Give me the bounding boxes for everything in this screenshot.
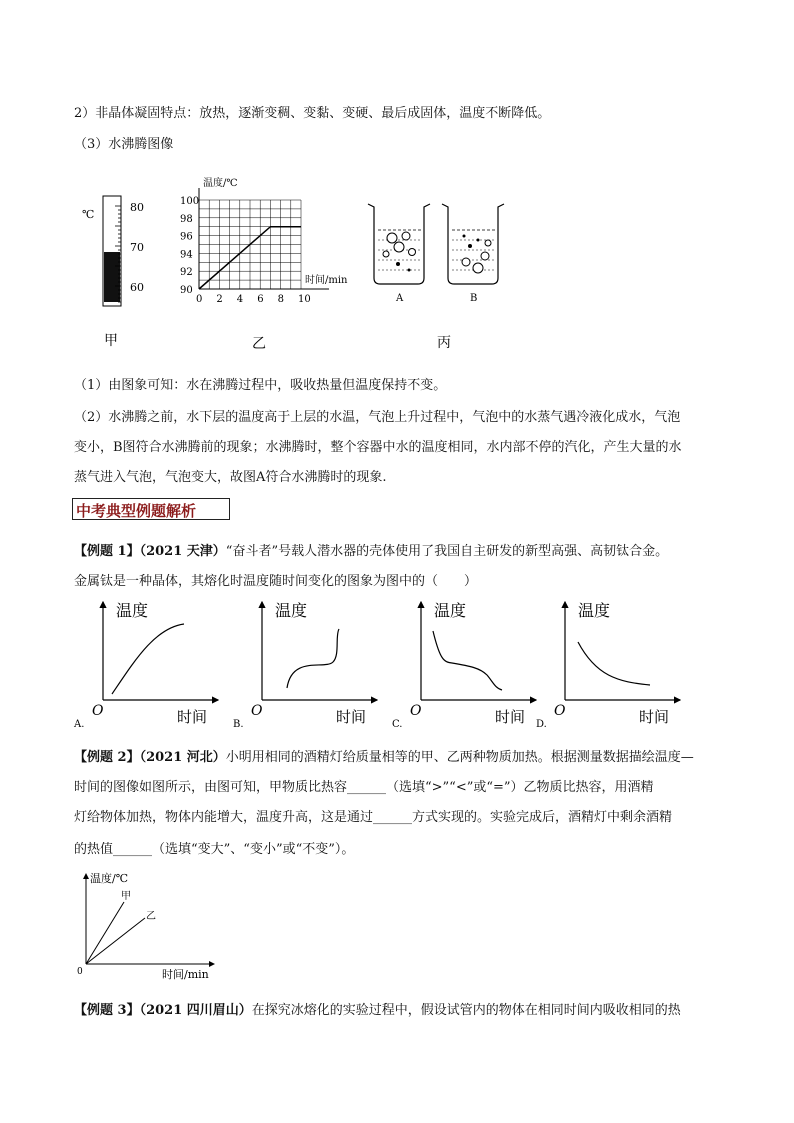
ex3-line-1 [74,999,681,1018]
ex1-text-1: “奋斗者”号载人潜水器的壳体使用了我国自主研发的新型高强、高韧钛合金。 [225,544,669,559]
ex1-tag: 【例题 1】 [74,544,140,559]
ex1-option-label: B. [233,719,244,730]
beaker-a-label: A [396,293,404,304]
thermo-tick-60: 60 [130,281,144,294]
ex1-source: （2021 天津） [139,544,226,559]
ex1-ylabel: 温度 [434,601,467,620]
ex2-label-yi: 乙 [146,911,156,922]
ex3-tag: 【例题 3】 [74,1003,140,1018]
boil-x-tick-label: 6 [257,294,264,305]
boil-y-tick-label: 90 [180,285,193,296]
beaker-b-label: B [470,293,478,304]
thermo-tick-70: 70 [130,241,144,254]
boil-xlabel: 时间/min [305,275,348,286]
boil-y-tick-label: 100 [180,196,200,207]
explanation-p2-line2: 变小，B图符合水沸腾前的现象；水沸腾时，整个容器中水的温度相同，水内部不停的汽化，产生大量的水 [74,440,682,455]
boil-x-tick-label: 8 [277,294,284,305]
ex2-origin: 0 [77,967,83,977]
ex1-option-label: C. [392,719,403,730]
boil-x-tick-label: 10 [298,294,311,305]
explanation-p2-line1: （2）水沸腾之前，水下层的温度高于上层的水温，气泡上升过程中，气泡中的水蒸气遇冷液化成水，气泡 [74,410,681,425]
ex2-line-4: 的热值______（选填“变大”、“变小”或“不变”）。 [74,842,355,857]
boil-ylabel: 温度/℃ [203,178,238,189]
ex2-source: （2021 河北） [139,750,226,765]
intro-line-2: （3）水沸腾图像 [74,137,174,152]
boil-x-tick-label: 4 [236,294,244,305]
ex2-series-jia [86,902,124,964]
ex2-label-jia: 甲 [121,891,131,902]
boil-y-tick-label: 92 [180,267,193,279]
boil-y-tick-label: 96 [180,231,193,243]
ex1-option-label: D. [536,719,547,730]
ex1-origin: O [92,703,104,719]
explanation-p1: （1）由图象可知：水在沸腾过程中，吸收热量但温度保持不变。 [74,378,447,393]
ex2-line-3: 灯给物体加热，物体内能增大，温度升高，这是通过______方式实现的。实验完成后，酒精灯中剩余酒精 [74,810,673,825]
boil-y-tick-label: 98 [180,213,193,225]
ex1-origin: O [554,703,566,719]
intro-line-1: 2）非晶体凝固特点：放热，逐渐变稠、变黏、变硬、最后成固体，温度不断降低。 [74,106,551,121]
caption-jia: 甲 [104,333,118,349]
caption-yi: 乙 [252,336,266,352]
thermo-tick-80: 80 [130,201,144,214]
ex3-text-1: 在探究冰熔化的实验过程中，假设试管内的物体在相同时间内吸收相同的热 [251,1003,681,1018]
boil-y-tick-label: 94 [180,249,193,261]
ex2-line-2: 时间的图像如图所示，由图可知，甲物质比热容______（选填“>”“<”或“=”）乙物质比热容，用酒精 [74,780,654,795]
ex1-xlabel: 时间 [336,708,367,726]
ex2-text-1: 小明用相同的酒精灯给质量相等的甲、乙两种物质加热。根据测量数据描绘温度— [225,750,694,765]
ex1-ylabel: 温度 [116,601,149,620]
ex2-series-yi [86,918,145,964]
thermometer-unit: ℃ [82,208,95,221]
ex1-ylabel: 温度 [275,601,308,620]
boil-x-tick-label: 2 [216,294,223,305]
caption-bing: 丙 [437,335,451,351]
ex1-origin: O [251,703,263,719]
ex2-xlabel: 时间/min [162,968,209,981]
ex2-tag: 【例题 2】 [74,750,140,765]
boil-x-tick-label: 0 [196,294,203,305]
ex1-xlabel: 时间 [177,708,208,726]
explanation-p2-line3: 蒸气进入气泡，气泡变大，故图A符合水沸腾时的现象. [74,470,387,485]
ex1-xlabel: 时间 [495,708,526,726]
section-title: 中考典型例题解析 [76,502,197,520]
ex1-ylabel: 温度 [578,601,611,620]
ex3-source: （2021 四川眉山） [139,1003,252,1018]
ex1-option-label: A. [74,719,85,730]
ex2-ylabel: 温度/℃ [90,872,129,885]
ex1-xlabel: 时间 [639,708,670,726]
ex1-origin: O [410,703,422,719]
ex1-line-2: 金属钛是一种晶体，其熔化时温度随时间变化的图象为图中的（ ） [74,574,478,589]
